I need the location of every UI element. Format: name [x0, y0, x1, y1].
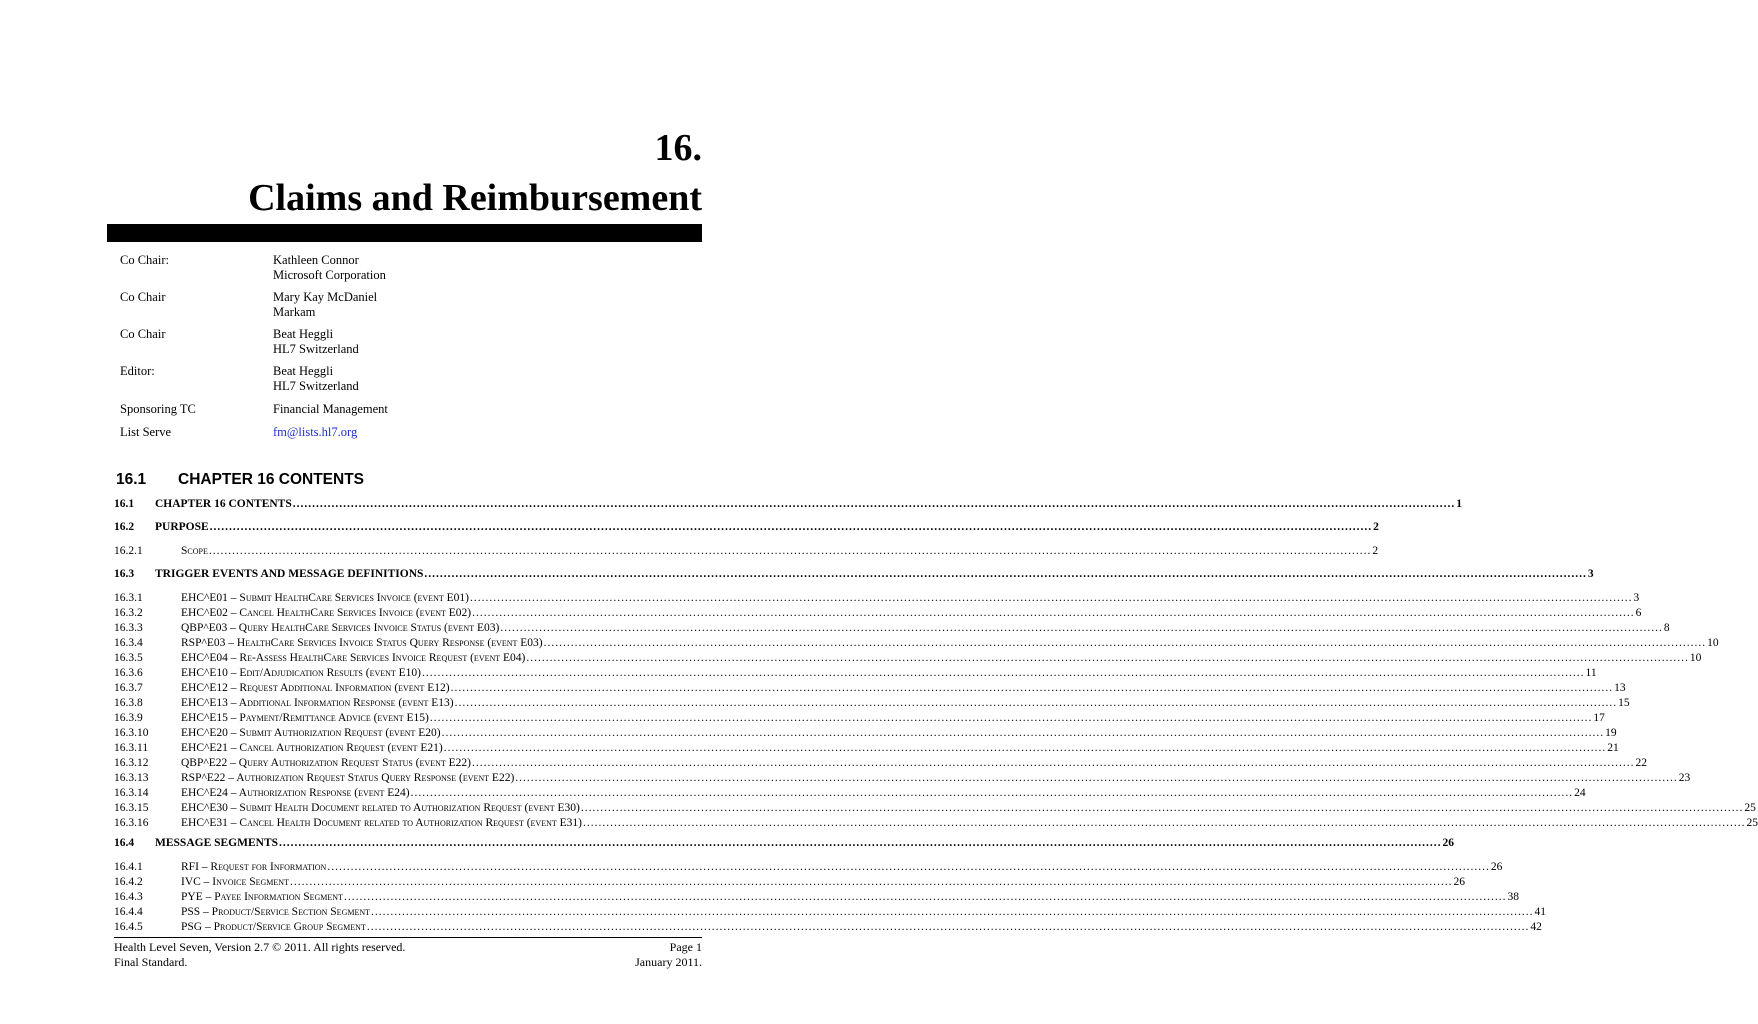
toc-entry-number: 16.3.15: [114, 802, 149, 814]
toc-entry-title: EHC^E10 – Edit/Adjudication Results (event E10): [181, 667, 422, 679]
toc-entry-line: [181, 591, 1640, 606]
toc-entry-title: RSP^E22 – Authorization Request Status Query Response (event E22): [181, 772, 515, 784]
toc-entry-title: EHC^E13 – Additional Information Response (event E13): [181, 697, 454, 709]
toc-entry-line: [181, 786, 1586, 801]
toc-entry[interactable]: [114, 905, 1547, 920]
role-organization: Microsoft Corporation: [273, 268, 386, 282]
toc-entry-title: EHC^E21 – Cancel Authorization Request (event E21): [181, 742, 443, 754]
toc-entry[interactable]: [114, 696, 1630, 711]
role-label: Co Chair: [120, 327, 166, 341]
toc-dot-leader: ............................................................................................................................................................................................................................................................................................................: [410, 787, 1574, 799]
toc-entry-line: [181, 890, 1519, 905]
toc-entry[interactable]: [114, 801, 1756, 816]
toc-entry-number: 16.3.16: [114, 817, 149, 829]
toc-entry-number: 16.2: [114, 521, 135, 533]
toc-entry[interactable]: [114, 681, 1626, 696]
toc-entry-number: 16.4: [114, 837, 135, 849]
toc-dot-leader: ............................................................................................................................................................................................................................................................................................................: [327, 861, 1490, 873]
toc-dot-leader: ............................................................................................................................................................................................................................................................................................................: [441, 727, 1605, 739]
footer-copyright: Health Level Seven, Version 2.7 © 2011. All rights reserved.: [114, 940, 406, 954]
role-name: Financial Management: [273, 402, 388, 416]
toc-entry[interactable]: [114, 836, 1455, 851]
footer-status: Final Standard.: [114, 955, 188, 969]
toc-entry-page: 10: [1689, 652, 1702, 664]
role-organization: HL7 Switzerland: [273, 342, 359, 356]
toc-entry-number: 16.3.6: [114, 667, 143, 679]
toc-entry-line: [181, 816, 1758, 831]
role-label: Co Chair: [120, 290, 166, 304]
toc-entry-number: 16.3.11: [114, 742, 149, 754]
toc-entry-line: [181, 681, 1626, 696]
toc-entry[interactable]: [114, 636, 1719, 651]
toc-entry-page: 11: [1585, 667, 1597, 679]
toc-entry-number: 16.3: [114, 568, 135, 580]
toc-entry-line: [181, 636, 1719, 651]
toc-dot-leader: ............................................................................................................................................................................................................................................................................................................: [343, 891, 1507, 903]
toc-entry[interactable]: [114, 544, 1379, 559]
toc-entry-page: 6: [1635, 607, 1642, 619]
toc-entry-title: MESSAGE SEGMENTS: [155, 837, 279, 849]
toc-dot-leader: ............................................................................................................................................................................................................................................................................................................: [472, 607, 1635, 619]
toc-entry-page: 17: [1593, 712, 1605, 724]
toc-entry-title: TRIGGER EVENTS AND MESSAGE DEFINITIONS: [155, 568, 424, 580]
toc-entry-line: [155, 497, 1462, 512]
toc-entry-title: EHC^E20 – Submit Authorization Request (event E20): [181, 727, 441, 739]
toc-entry-page: 25: [1746, 817, 1758, 829]
toc-entry-page: 3: [1633, 592, 1640, 604]
toc-entry-page: 26: [1453, 876, 1465, 888]
toc-entry-number: 16.3.14: [114, 787, 149, 799]
toc-entry[interactable]: [114, 816, 1758, 831]
footer-divider: [114, 937, 702, 938]
toc-entry-title: RFI – Request for Information: [181, 861, 327, 873]
contents-heading-title: CHAPTER 16 CONTENTS: [178, 471, 365, 488]
toc-entry-line: [181, 696, 1630, 711]
toc-entry-line: [181, 860, 1503, 875]
role-name: Mary Kay McDaniel: [273, 290, 378, 304]
toc-entry-page: 26: [1442, 837, 1455, 849]
toc-dot-leader: ............................................................................................................................................................................................................................................................................................................: [422, 667, 1585, 679]
toc-entry-line: [181, 666, 1597, 681]
toc-dot-leader: ............................................................................................................................................................................................................................................................................................................: [279, 837, 1442, 849]
toc-dot-leader: ............................................................................................................................................................................................................................................................................................................: [209, 521, 1373, 533]
toc-entry-number: 16.2.1: [114, 545, 143, 557]
toc-entry-page: 19: [1605, 727, 1617, 739]
toc-entry-title: EHC^E12 – Request Additional Information (event E12): [181, 682, 450, 694]
toc-dot-leader: ............................................................................................................................................................................................................................................................................................................: [443, 742, 1607, 754]
toc-entry-page: 23: [1678, 772, 1691, 784]
role-name: Beat Heggli: [273, 327, 334, 341]
toc-entry-line: [181, 726, 1617, 741]
toc-entry-page: 26: [1490, 861, 1503, 873]
toc-dot-leader: ............................................................................................................................................................................................................................................................................................................: [469, 592, 1633, 604]
toc-entry-page: 2: [1373, 521, 1379, 533]
toc-entry-title: EHC^E30 – Submit Health Document related to Authorization Request (event E30): [181, 802, 580, 814]
title-divider-bar: [107, 224, 702, 242]
toc-entry-page: 22: [1635, 757, 1647, 769]
toc-entry-line: [181, 920, 1542, 935]
toc-entry[interactable]: [114, 726, 1617, 741]
toc-entry-number: 16.3.10: [114, 727, 149, 739]
toc-entry-title: PURPOSE: [155, 521, 209, 533]
toc-dot-leader: ............................................................................................................................................................................................................................................................................................................: [424, 568, 1587, 580]
toc-entry[interactable]: [114, 591, 1640, 606]
toc-dot-leader: ............................................................................................................................................................................................................................................................................................................: [371, 906, 1534, 918]
toc-dot-leader: ............................................................................................................................................................................................................................................................................................................: [582, 817, 1746, 829]
toc-entry-page: 2: [1372, 545, 1379, 557]
role-organization: HL7 Switzerland: [273, 379, 359, 393]
toc-dot-leader: ............................................................................................................................................................................................................................................................................................................: [471, 757, 1635, 769]
toc-dot-leader: ............................................................................................................................................................................................................................................................................................................: [580, 802, 1744, 814]
toc-entry[interactable]: [114, 567, 1594, 582]
toc-entry-title: QBP^E03 – Query HealthCare Services Invoice Status (event E03): [181, 622, 500, 634]
toc-entry-line: [155, 836, 1455, 851]
toc-entry-page: 38: [1507, 891, 1519, 903]
toc-entry-page: 25: [1744, 802, 1756, 814]
toc-entry-number: 16.3.7: [114, 682, 143, 694]
toc-entry-number: 16.3.9: [114, 712, 143, 724]
role-label: Editor:: [120, 364, 155, 378]
role-organization: Markam: [273, 305, 316, 319]
toc-entry-line: [181, 756, 1647, 771]
toc-entry-title: EHC^E15 – Payment/Remittance Advice (event E15): [181, 712, 429, 724]
toc-dot-leader: ............................................................................................................................................................................................................................................................................................................: [454, 697, 1618, 709]
toc-entry-title: EHC^E24 – Authorization Response (event E24): [181, 787, 410, 799]
toc-entry-page: 10: [1707, 637, 1719, 649]
role-label: Sponsoring TC: [120, 402, 196, 416]
toc-entry-line: [181, 771, 1691, 786]
toc-entry-line: [181, 875, 1465, 890]
toc-entry-title: PSG – Product/Service Group Segment: [181, 921, 366, 933]
toc-dot-leader: ............................................................................................................................................................................................................................................................................................................: [500, 622, 1663, 634]
toc-entry-page: 13: [1614, 682, 1626, 694]
toc-entry-number: 16.3.8: [114, 697, 143, 709]
toc-entry-number: 16.3.3: [114, 622, 143, 634]
role-label: Co Chair:: [120, 253, 169, 267]
toc-dot-leader: ............................................................................................................................................................................................................................................................................................................: [292, 498, 1456, 510]
toc-entry-line: [181, 905, 1547, 920]
toc-entry[interactable]: [114, 786, 1586, 801]
toc-entry[interactable]: [114, 606, 1642, 621]
toc-entry-number: 16.4.4: [114, 906, 143, 918]
toc-entry-page: 1: [1456, 498, 1462, 510]
toc-entry[interactable]: [114, 711, 1605, 726]
toc-entry-title: CHAPTER 16 CONTENTS: [155, 498, 292, 510]
toc-dot-leader: ............................................................................................................................................................................................................................................................................................................: [289, 876, 1453, 888]
toc-entry-title: QBP^E22 – Query Authorization Request Status (event E22): [181, 757, 471, 769]
toc-entry-line: [155, 520, 1379, 535]
toc-entry-title: RSP^E03 – HealthCare Services Invoice Status Query Response (event E03): [181, 637, 543, 649]
toc-entry-title: IVC – Invoice Segment: [181, 876, 289, 888]
toc-entry-title: PSS – Product/Service Section Segment: [181, 906, 371, 918]
toc-entry-page: 41: [1534, 906, 1547, 918]
toc-entry-page: 15: [1618, 697, 1630, 709]
role-name: Kathleen Connor: [273, 253, 359, 267]
toc-entry-number: 16.3.4: [114, 637, 143, 649]
toc-dot-leader: ............................................................................................................................................................................................................................................................................................................: [366, 921, 1530, 933]
toc-entry-line: [181, 651, 1702, 666]
toc-entry[interactable]: [114, 756, 1647, 771]
role-name: Beat Heggli: [273, 364, 334, 378]
toc-entry-number: 16.3.12: [114, 757, 149, 769]
toc-entry[interactable]: [114, 890, 1519, 905]
toc-entry-title: EHC^E04 – Re-Assess HealthCare Services Invoice Request (event E04): [181, 652, 526, 664]
toc-entry-title: EHC^E02 – Cancel HealthCare Services Invoice (event E02): [181, 607, 472, 619]
toc-entry-line: [181, 801, 1756, 816]
toc-entry-page: 24: [1574, 787, 1586, 799]
toc-entry[interactable]: [114, 920, 1542, 935]
role-label: List Serve: [120, 425, 172, 439]
toc-entry-line: [181, 606, 1642, 621]
toc-entry-number: 16.3.13: [114, 772, 149, 784]
toc-entry[interactable]: [114, 621, 1670, 636]
list-serve-email-link[interactable]: fm@lists.hl7.org: [273, 425, 358, 439]
toc-dot-leader: ............................................................................................................................................................................................................................................................................................................: [543, 637, 1707, 649]
toc-entry-page: 8: [1663, 622, 1670, 634]
toc-entry-number: 16.1: [114, 498, 135, 510]
toc-entry-number: 16.3.2: [114, 607, 143, 619]
toc-entry[interactable]: [114, 771, 1691, 786]
toc-entry-number: 16.3.5: [114, 652, 143, 664]
toc-entry[interactable]: [114, 741, 1619, 756]
toc-entry[interactable]: [114, 875, 1465, 890]
toc-entry-number: 16.4.1: [114, 861, 143, 873]
footer-page-number: Page 1: [669, 940, 702, 954]
toc-entry-title: EHC^E31 – Cancel Health Document related to Authorization Request (event E31): [181, 817, 582, 829]
toc-entry[interactable]: [114, 666, 1597, 681]
toc-entry-number: 16.4.5: [114, 921, 143, 933]
toc-entry-number: 16.3.1: [114, 592, 143, 604]
toc-entry[interactable]: [114, 651, 1702, 666]
toc-entry-page: 3: [1587, 568, 1594, 580]
toc-entry-line: [181, 621, 1670, 636]
toc-dot-leader: ............................................................................................................................................................................................................................................................................................................: [526, 652, 1689, 664]
toc-dot-leader: ............................................................................................................................................................................................................................................................................................................: [450, 682, 1614, 694]
toc-entry-title: Scope: [181, 545, 208, 557]
toc-entry-page: 42: [1530, 921, 1542, 933]
toc-dot-leader: ............................................................................................................................................................................................................................................................................................................: [208, 545, 1372, 557]
toc-entry-title: PYE – Payee Information Segment: [181, 891, 343, 903]
toc-entry[interactable]: [114, 520, 1379, 535]
footer-date: January 2011.: [635, 955, 702, 969]
toc-dot-leader: ............................................................................................................................................................................................................................................................................................................: [515, 772, 1678, 784]
contents-heading-number: 16.1: [116, 471, 147, 488]
toc-entry-line: [181, 711, 1605, 726]
toc-entry[interactable]: [114, 860, 1503, 875]
toc-dot-leader: ............................................................................................................................................................................................................................................................................................................: [429, 712, 1593, 724]
toc-entry-line: [181, 741, 1619, 756]
toc-entry-page: 21: [1607, 742, 1619, 754]
toc-entry-number: 16.4.2: [114, 876, 143, 888]
toc-entry-line: [155, 567, 1594, 582]
toc-entry-number: 16.4.3: [114, 891, 143, 903]
chapter-title: Claims and Reimbursement: [248, 177, 702, 219]
chapter-number: 16.: [654, 127, 702, 169]
toc-entry-line: [181, 544, 1379, 559]
toc-entry[interactable]: [114, 497, 1462, 512]
toc-entry-title: EHC^E01 – Submit HealthCare Services Invoice (event E01): [181, 592, 469, 604]
